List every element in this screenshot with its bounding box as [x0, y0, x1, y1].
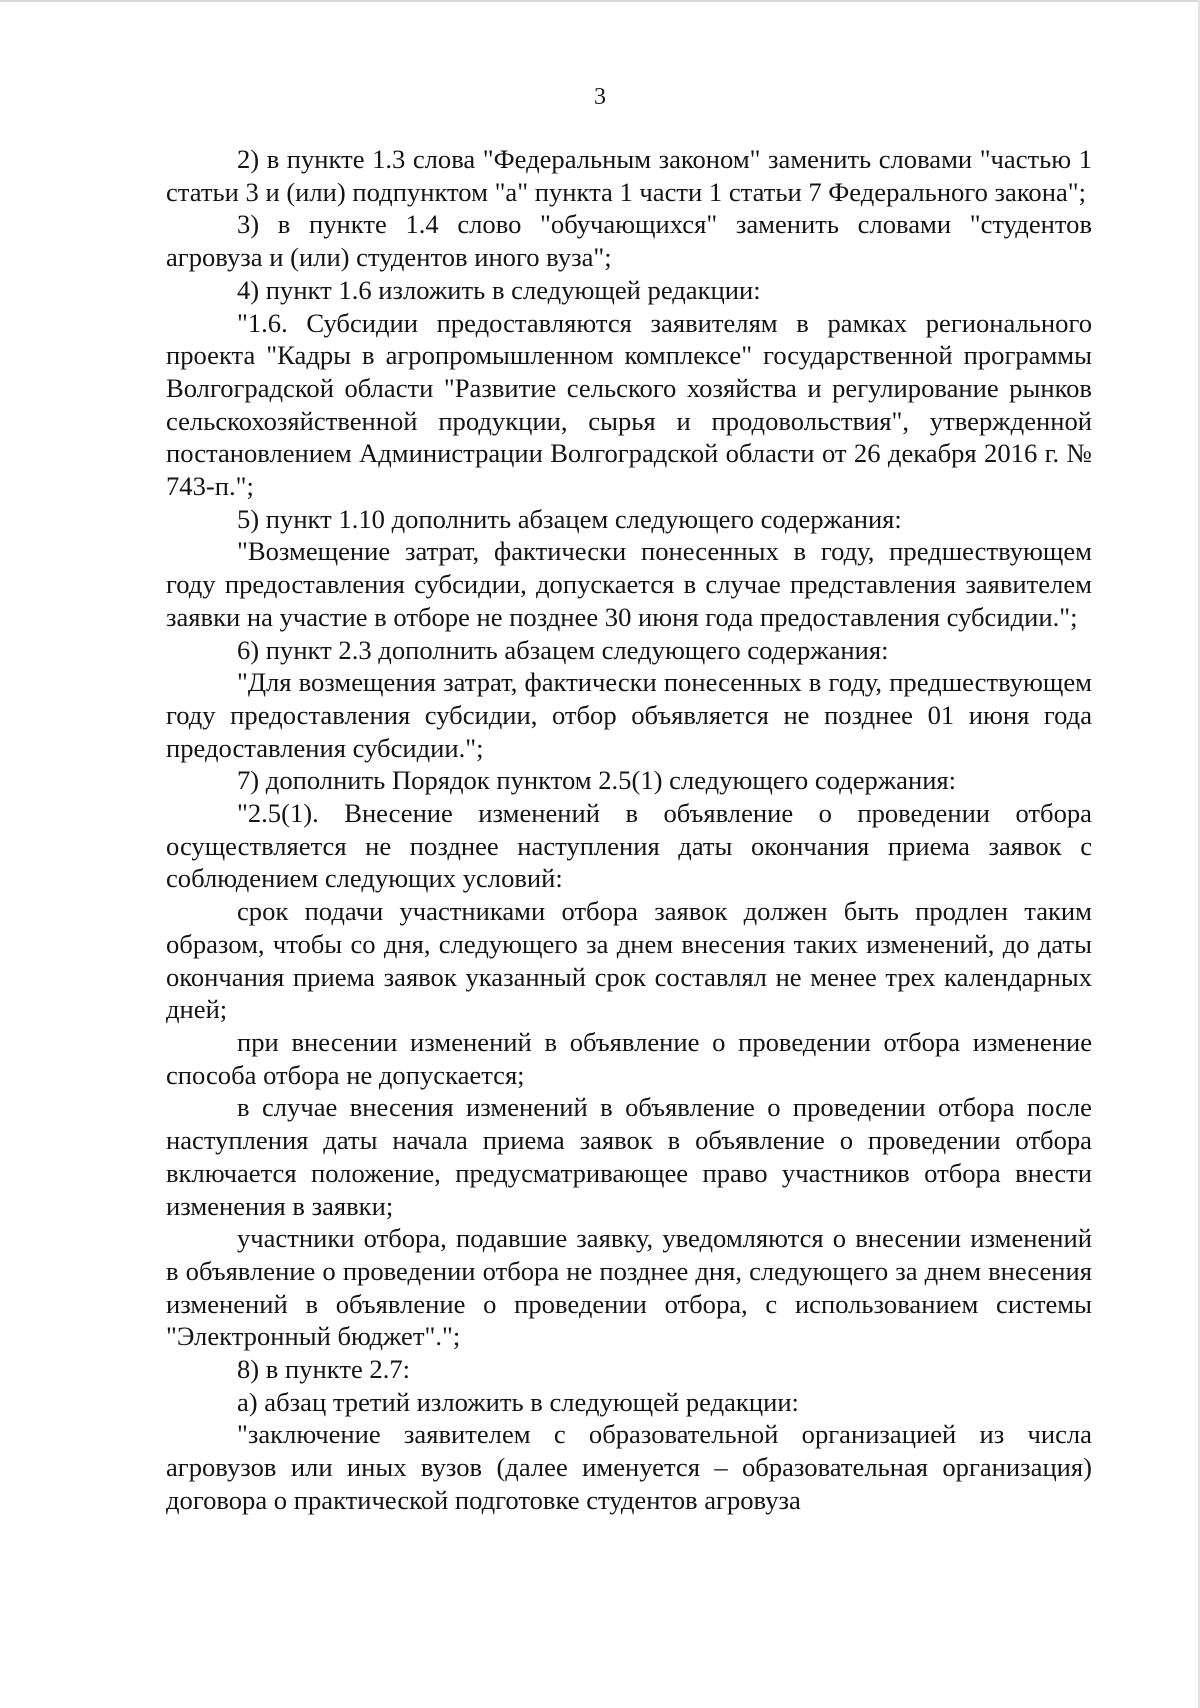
paragraph-quote-2-3: "Для возмещения затрат, фактически понесенных в году, предшествующем году предоставления субсидии, отбор объявляется не позднее 01 июня года предоставления субсидии."; — [166, 667, 1092, 763]
paragraph-item-2: 2) в пункте 1.3 слова "Федеральным законом" заменить словами "частью 1 статьи 3 и (или) подпунктом "а" пункта 1 части 1 статьи 7 Федерального закона"; — [166, 144, 1092, 207]
paragraph-quote-1-6: "1.6. Субсидии предоставляются заявителям в рамках регионального проекта "Кадры в агропромышленном комплексе" государственной программы Волгоградской области "Развитие сельского хозяйства и регулирование рынков сельскохозяйственной продукции, сырья и продовольствия", утвержденной постановлением Администрации Волгоградской области от 26 декабря 2016 г. № 743-п."; — [166, 307, 1092, 502]
paragraph-quote-conclusion: "заключение заявителем с образовательной организацией из числа агровузов или иных вузов (далее именуется – образовательная организация) договора о практической подготовке студентов агровуза — [166, 1419, 1092, 1515]
page-number: 3 — [594, 84, 606, 110]
paragraph-condition-changes: в случае внесения изменений в объявление о проведении отбора после наступления даты начала приема заявок в объявление о проведении отбора включается положение, предусматривающее право участников отбора внести изменения в заявки; — [166, 1092, 1092, 1221]
paragraph-item-4: 4) пункт 1.6 изложить в следующей редакции: — [237, 274, 761, 305]
paragraph-item-8: 8) в пункте 2.7: — [237, 1354, 411, 1385]
paragraph-item-5: 5) пункт 1.10 дополнить абзацем следующего содержания: — [237, 503, 902, 534]
scan-edge-top — [0, 0, 1200, 2]
paragraph-condition-deadline: срок подачи участниками отбора заявок должен быть продлен таким образом, чтобы со дня, следующего за днем внесения таких изменений, до даты окончания приема заявок указанный срок составлял не менее трех календарных дней; — [166, 896, 1092, 1025]
paragraph-quote-2-5-1: "2.5(1). Внесение изменений в объявление о проведении отбора осуществляется не позднее наступления даты окончания приема заявок с соблюдением следующих условий: — [166, 798, 1092, 894]
paragraph-subitem-a: а) абзац третий изложить в следующей редакции: — [237, 1386, 799, 1417]
paragraph-condition-notify: участники отбора, подавшие заявку, уведомляются о внесении изменений в объявление о проведении отбора не позднее дня, следующего за днем внесения изменений в объявление о проведении отбора, с использованием системы "Электронный бюджет"."; — [166, 1223, 1092, 1352]
paragraph-item-7: 7) дополнить Порядок пунктом 2.5(1) следующего содержания: — [237, 765, 957, 796]
paragraph-item-6: 6) пункт 2.3 дополнить абзацем следующего содержания: — [237, 634, 889, 665]
paragraph-quote-1-10: "Возмещение затрат, фактически понесенных в году, предшествующем году предоставления субсидии, допускается в случае представления заявителем заявки на участие в отборе не позднее 30 июня года предоставления субсидии."; — [166, 536, 1092, 632]
paragraph-condition-method: при внесении изменений в объявление о проведении отбора изменение способа отбора не допускается; — [166, 1026, 1092, 1090]
document-body — [166, 143, 1092, 1517]
paragraph-item-3: 3) в пункте 1.4 слово "обучающихся" заменить словами "студентов агровуза и (или) студентов иного вуза"; — [166, 209, 1092, 273]
